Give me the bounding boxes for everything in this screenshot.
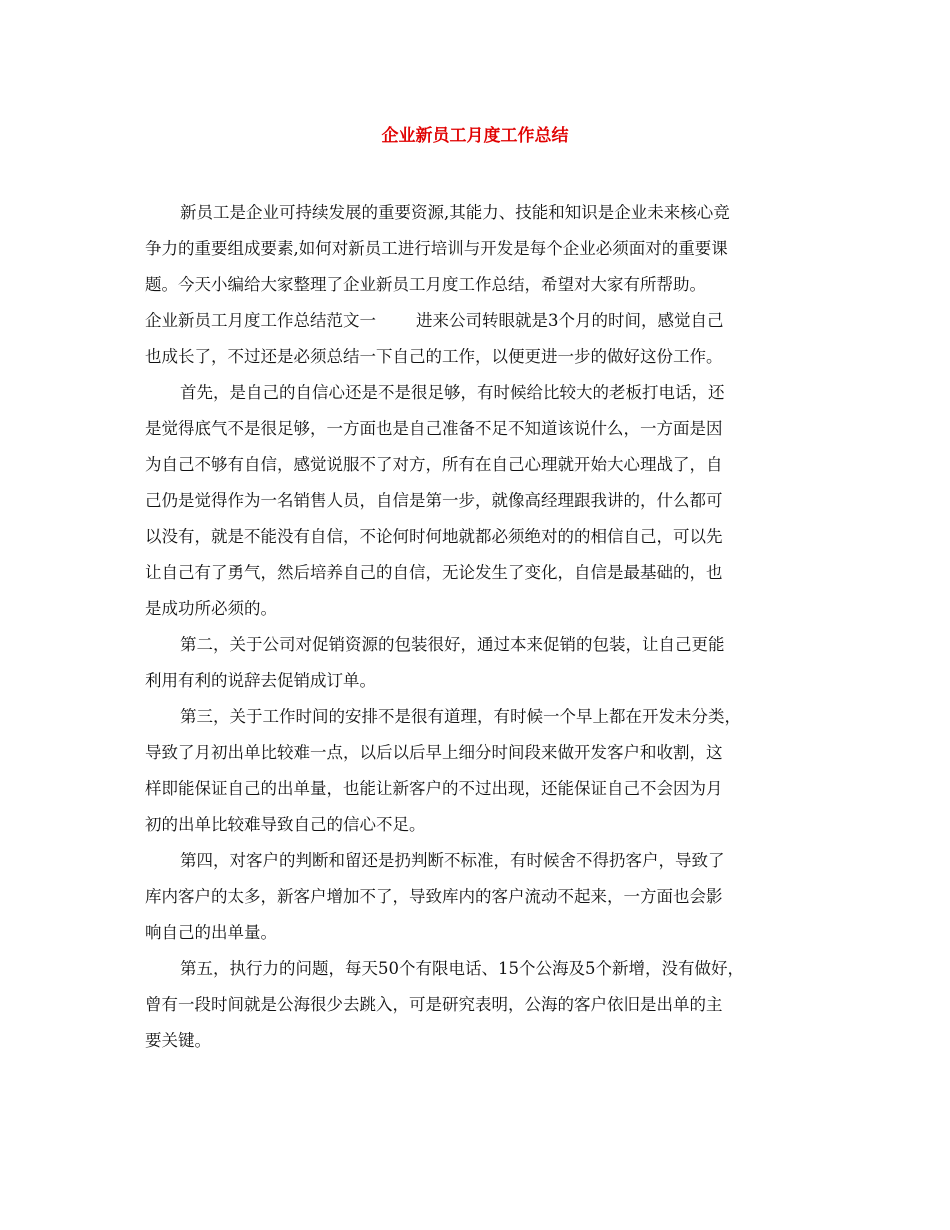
paragraph-line: 首先，是自己的自信心还是不是很足够，有时候给比较大的老板打电话，还 (180, 383, 725, 402)
paragraph-line: 第三，关于工作时间的安排不是很有道理，有时候一个早上都在开发未分类， (180, 707, 741, 726)
document-body (145, 195, 810, 1059)
paragraph-line: 要关键。 (145, 1031, 211, 1050)
paragraph-line: 导致了月初出单比较难一点，以后以后早上细分时间段来做开发客户和收割，这 (145, 743, 723, 762)
paragraph-line: 初的出单比较难导致自己的信心不足。 (145, 815, 426, 834)
paragraph-line: 是成功所必须的。 (145, 599, 277, 618)
paragraph-line: 利用有利的说辞去促销成订单。 (145, 671, 376, 690)
paragraph-line (145, 303, 810, 339)
paragraph-line: 第四，对客户的判断和留还是扔判断不标准，有时候舍不得扔客户，导致了 (180, 851, 725, 870)
paragraph-line: 让自己有了勇气，然后培养自己的自信，无论发生了变化，自信是最基础的，也 (145, 563, 723, 582)
paragraph-line: 样即能保证自己的出单量，也能让新客户的不过出现，还能保证自己不会因为月 (145, 779, 723, 798)
paragraph-line: 库内客户的太多，新客户增加不了，导致库内的客户流动不起来，一方面也会影 (145, 887, 723, 906)
paragraph-line: 第五，执行力的问题，每天50个有限电话、15个公海及5个新增，没有做好， (180, 959, 744, 978)
paragraph-line: 以没有，就是不能没有自信，不论何时何地就都必须绝对的的相信自己，可以先 (145, 527, 723, 546)
paragraph-line: 题。今天小编给大家整理了企业新员工月度工作总结，希望对大家有所帮助。 (145, 275, 706, 294)
paragraph-line: 是觉得底气不是很足够，一方面也是自己准备不足不知道该说什么，一方面是因 (145, 419, 723, 438)
paragraph-line: 也成长了，不过还是必须总结一下自己的工作，以便更进一步的做好这份工作。 (145, 347, 723, 366)
paragraph-line: 第二，关于公司对促销资源的包装很好，通过本来促销的包装，让自己更能 (180, 635, 725, 654)
document-title: 企业新员工月度工作总结 (381, 126, 569, 146)
paragraph-line: 争力的重要组成要素,如何对新员工进行培训与开发是每个企业必须面对的重要课 (145, 239, 728, 258)
paragraph-text: 进来公司转眼就是3个月的时间，感觉自己 (416, 311, 724, 330)
paragraph-line: 曾有一段时间就是公海很少去跳入，可是研究表明，公海的客户依旧是出单的主 (145, 995, 723, 1014)
paragraph-line: 响自己的出单量。 (145, 923, 277, 942)
paragraph-line: 新员工是企业可持续发展的重要资源,其能力、技能和知识是企业未来核心竞 (180, 203, 730, 222)
sample-heading: 企业新员工月度工作总结范文一 (145, 311, 376, 330)
paragraph-line: 为自己不够有自信，感觉说服不了对方，所有在自己心理就开始大心理战了，自 (145, 455, 723, 474)
paragraph-line: 己仍是觉得作为一名销售人员，自信是第一步，就像高经理跟我讲的，什么都可 (145, 491, 723, 510)
